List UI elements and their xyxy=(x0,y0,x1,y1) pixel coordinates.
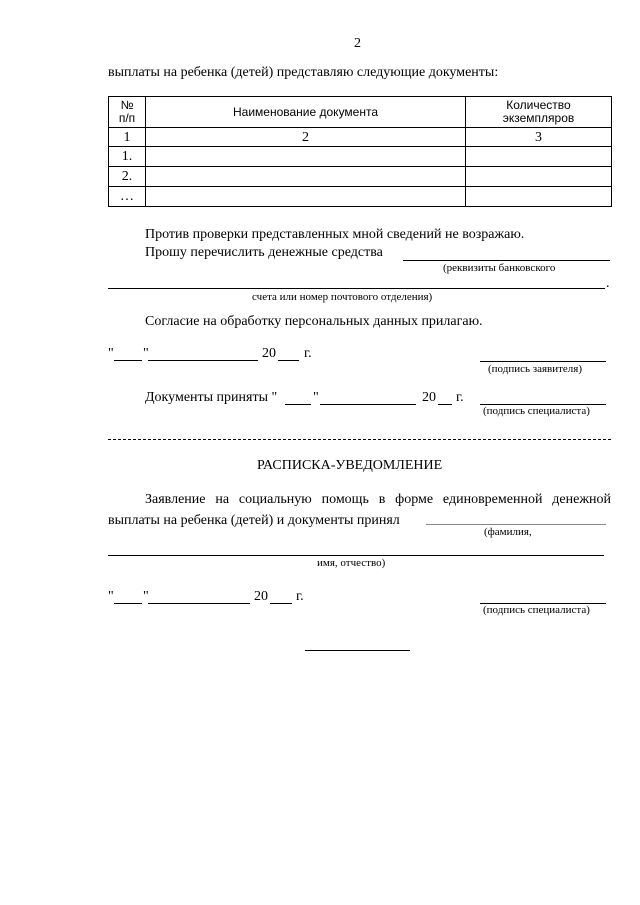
applicant-signature-line[interactable] xyxy=(480,361,606,362)
transfer-request-text: Прошу перечислить денежные средства xyxy=(145,245,383,260)
specialist-signature-hint-2: (подпись специалиста) xyxy=(483,604,590,616)
table-row xyxy=(109,147,612,167)
year-line[interactable] xyxy=(278,360,299,361)
year-suffix: г. xyxy=(304,346,312,361)
header-copies: Количество экземпляров xyxy=(466,97,612,128)
table-cell[interactable] xyxy=(466,167,612,187)
month2-line[interactable] xyxy=(148,603,250,604)
receipt-title: РАСПИСКА-УВЕДОМЛЕНИЕ xyxy=(257,458,443,473)
accepted-year-suffix: г. xyxy=(456,390,464,405)
table-cell[interactable] xyxy=(146,167,466,187)
accepted-year-line[interactable] xyxy=(438,404,452,405)
specialist-signature-hint: (подпись специалиста) xyxy=(483,405,590,417)
consent-text: Согласие на обработку персональных данных прилагаю. xyxy=(145,314,483,329)
bank-details-end: . xyxy=(606,276,610,291)
year2-line[interactable] xyxy=(270,603,292,604)
table-cell[interactable] xyxy=(466,187,612,207)
name-hint-2: имя, отчество) xyxy=(317,557,386,569)
table-cell: … xyxy=(109,187,146,207)
table-cell: 2. xyxy=(109,167,146,187)
header-number: № п/п xyxy=(109,97,146,128)
month-line[interactable] xyxy=(148,360,258,361)
table-row xyxy=(109,167,612,187)
intro-line: выплаты на ребенка (детей) представляю следующие документы: xyxy=(108,65,499,80)
name-hint-1: (фамилия, xyxy=(484,526,532,538)
applicant-signature-hint: (подпись заявителя) xyxy=(488,363,583,375)
accepted-quote-close: " xyxy=(313,390,319,405)
day-line[interactable] xyxy=(114,360,142,361)
no-objection-text: Против проверки представленных мной сведений не возражаю. xyxy=(145,227,525,242)
table-cell: 1. xyxy=(109,147,146,167)
table-cell[interactable] xyxy=(146,187,466,207)
table-cell[interactable] xyxy=(146,147,466,167)
table-cell[interactable] xyxy=(466,147,612,167)
receipt-text: Заявление на социальную помощь в форме единовременной денежной выплаты на ребенка (детей) и документы принял xyxy=(108,492,611,528)
page-number: 2 xyxy=(354,36,361,51)
date2-quote-open: " xyxy=(108,589,114,604)
documents-table xyxy=(108,96,612,207)
bank-details-line-2[interactable] xyxy=(108,288,605,289)
bank-details-hint-2: счета или номер почтового отделения) xyxy=(252,291,433,303)
header-document-name: Наименование документа xyxy=(146,97,466,128)
receiver-name-line[interactable] xyxy=(426,524,606,525)
table-cell: 1 xyxy=(109,128,146,147)
table-cell: 2 xyxy=(146,128,466,147)
accepted-day-line[interactable] xyxy=(285,404,311,405)
closing-separator xyxy=(305,650,410,651)
cut-line xyxy=(108,439,611,440)
date-quote-open: " xyxy=(108,346,114,361)
year2-prefix: 20 xyxy=(254,589,268,604)
year2-suffix: г. xyxy=(296,589,304,604)
year-prefix: 20 xyxy=(262,346,276,361)
table-row xyxy=(109,187,612,207)
date-quote-close: " xyxy=(143,346,149,361)
date2-quote-close: " xyxy=(143,589,149,604)
bank-details-hint: (реквизиты банковского xyxy=(443,262,556,274)
docs-accepted-label: Документы приняты " xyxy=(145,390,278,405)
receiver-name-line-2[interactable] xyxy=(108,555,604,556)
table-header-row xyxy=(109,97,612,128)
bank-details-line[interactable] xyxy=(403,260,610,261)
accepted-month-line[interactable] xyxy=(320,404,416,405)
table-cell: 3 xyxy=(466,128,612,147)
day2-line[interactable] xyxy=(114,603,142,604)
table-numbering-row xyxy=(109,128,612,147)
accepted-year-prefix: 20 xyxy=(422,390,436,405)
